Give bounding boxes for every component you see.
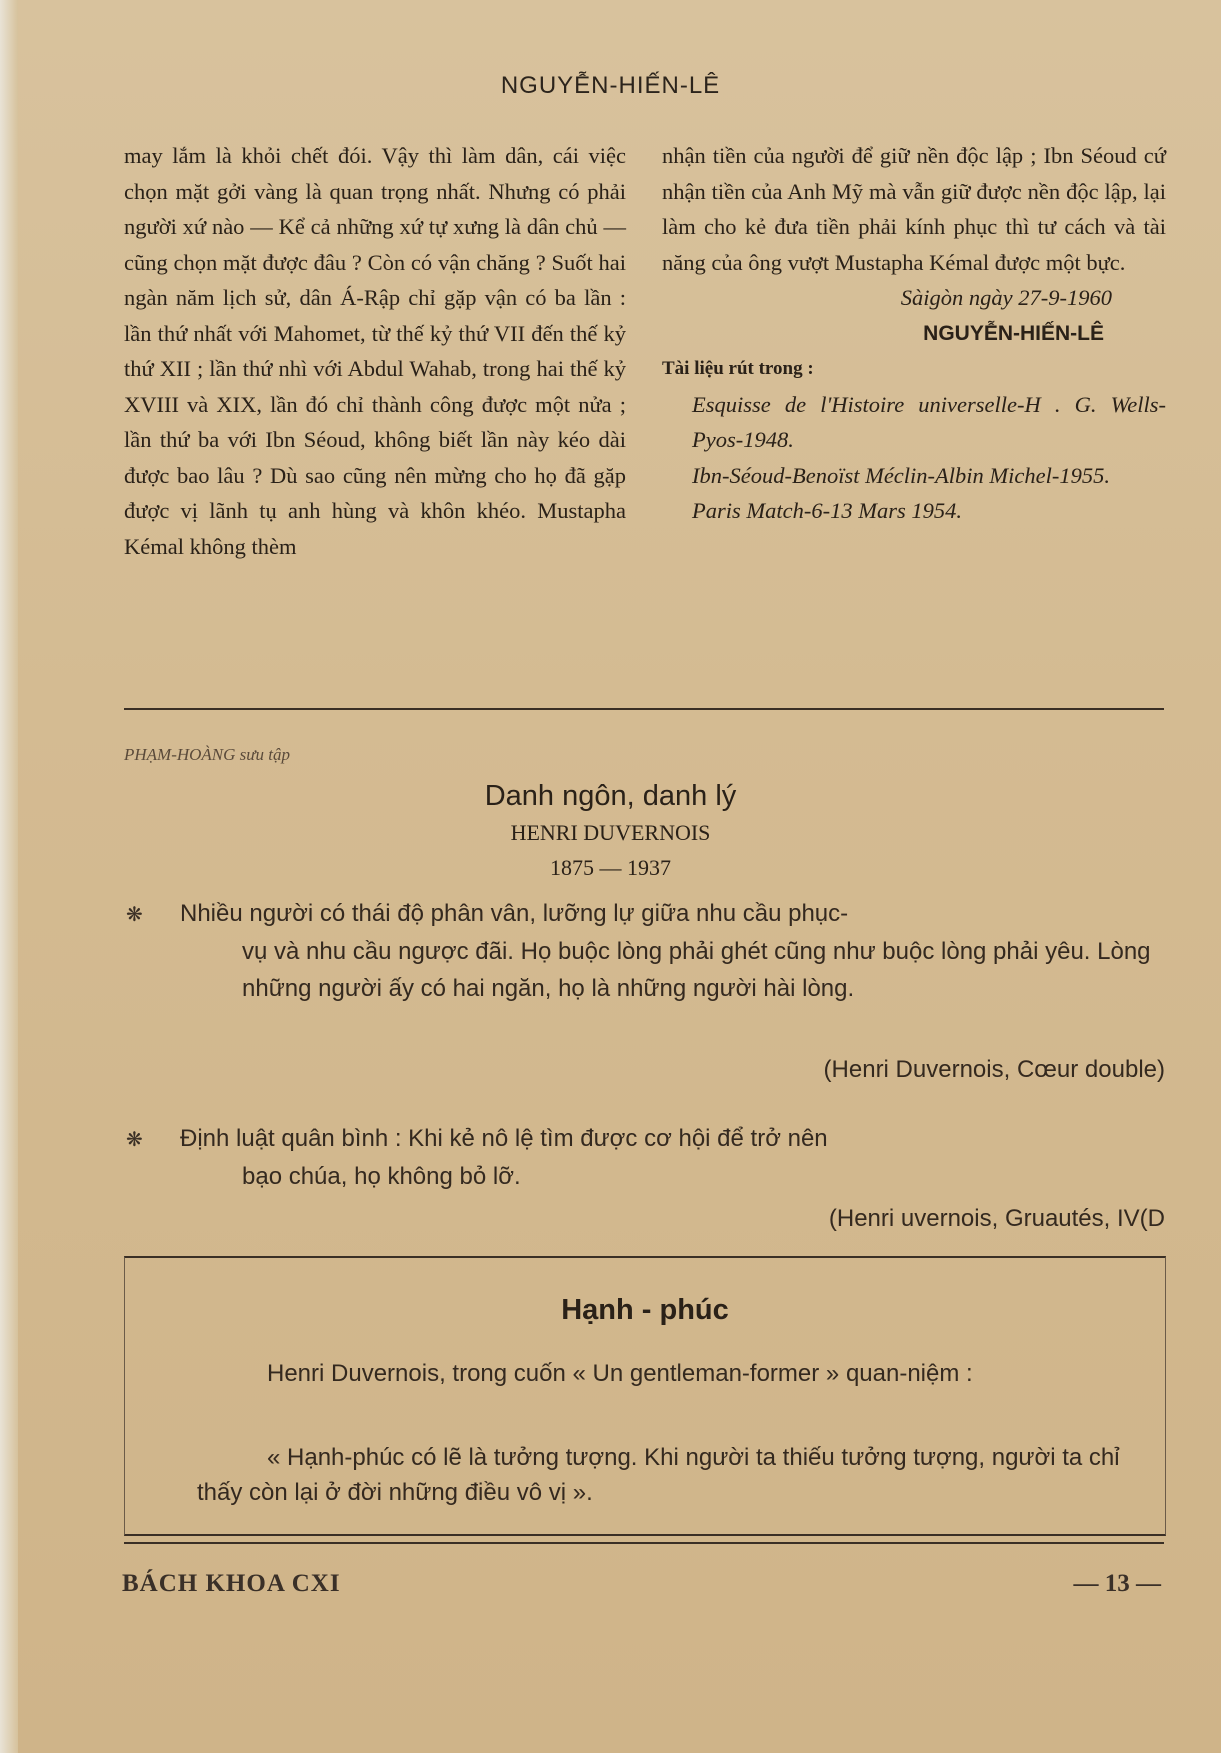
quote-item: [180, 1120, 1165, 1195]
quote-first-line: Nhiều người có thái độ phân vân, lưỡng lự giữa nhu cầu phục-: [180, 900, 849, 927]
source-item: Esquisse de l'Histoire universelle-H . G. Wells-Pyos-1948.: [692, 391, 1166, 452]
quote-author-name: HENRI DUVERNOIS: [510, 820, 711, 845]
footer-divider: [124, 1542, 1164, 1544]
quote-continuation: vụ và nhu cầu ngược đãi. Họ buộc lòng phải ghét cũng như buộc lòng phải yêu. Lòng những người ấy có hai ngăn, họ là những người hài lòng.: [242, 937, 1151, 1002]
section-title: Danh ngôn, danh lý: [484, 780, 737, 812]
box-paragraph: Henri Duvernois, trong cuốn « Un gentleman-former » quan-niệm :: [267, 1360, 973, 1387]
happiness-box: [124, 1256, 1166, 1536]
collector-credit: PHẠM-HOÀNG sưu tập: [124, 745, 291, 764]
magazine-name: BÁCH KHOA CXI: [122, 1570, 341, 1597]
article-left-column: [124, 138, 626, 564]
page-number: — 13 —: [1073, 1570, 1161, 1597]
source-item: Paris Match-6-13 Mars 1954.: [692, 498, 962, 523]
box-paragraph: « Hạnh-phúc có lẽ là tưởng tượng. Khi người ta thiếu tưởng tượng, người ta chỉ thấy còn lại ở đời những điều vô vị ».: [197, 1444, 1120, 1506]
quote-first-line: Định luật quân bình : Khi kẻ nô lệ tìm được cơ hội để trở nên: [180, 1125, 828, 1152]
source-item: Ibn-Séoud-Benoïst Méclin-Albin Michel-1955.: [692, 462, 1110, 488]
quote-item: [180, 895, 1165, 1008]
quote-attribution: (Henri uvernois, Gruautés, IV(D: [828, 1205, 1165, 1232]
signature-name: NGUYỄN-HIẾN-LÊ: [923, 321, 1104, 345]
quote-bullet-icon: ❋: [126, 904, 143, 926]
signature-date: Sàigòn ngày 27-9-1960: [900, 285, 1112, 310]
running-header: NGUYỄN-HIẾN-LÊ: [500, 72, 721, 99]
quote-attribution: (Henri Duvernois, Cœur double): [823, 1056, 1165, 1083]
article-right-column: [662, 138, 1166, 529]
article-left-text: may lắm là khỏi chết đói. Vậy thì làm dân, cái việc chọn mặt gởi vàng là quan trọng nhất. Nhưng có phải người xứ nào — Kể cả những xứ tự xưng là dân chủ — cũng chọn mặt được đâu ? Còn có vận chăng ? Suốt hai ngàn năm lịch sử, dân Á-Rập chỉ gặp vận có ba lần : lần thứ nhất với Mahomet, từ thế kỷ thứ VII đến thế kỷ thứ XII ; lần thứ nhì với Abdul Wahab, trong hai thế kỷ XVIII và XIX, lần đó chỉ thành công được một nửa ; lần thứ ba với Ibn Séoud, không biết lần này kéo dài được bao lâu ? Dù sao cũng nên mừng cho họ đã gặp được vị lãnh tụ anh hùng và khôn khéo. Mustapha Kémal không thèm: [124, 143, 626, 559]
quote-continuation: bạo chúa, họ không bỏ lỡ.: [242, 1162, 521, 1190]
article-right-text: nhận tiền của người để giữ nền độc lập ; Ibn Séoud cứ nhận tiền của Anh Mỹ mà vẫn giữ được nền độc lập, lại làm cho kẻ đưa tiền phải kính phục thì tư cách và tài năng của ông vượt Mustapha Kémal được một bực.: [662, 143, 1166, 275]
section-divider: [124, 708, 1164, 710]
quote-bullet-icon: ❋: [126, 1129, 143, 1151]
quote-author-years: 1875 — 1937: [550, 855, 671, 880]
box-title: Hạnh - phúc: [561, 1294, 729, 1326]
sources-label: Tài liệu rút trong :: [662, 358, 814, 379]
